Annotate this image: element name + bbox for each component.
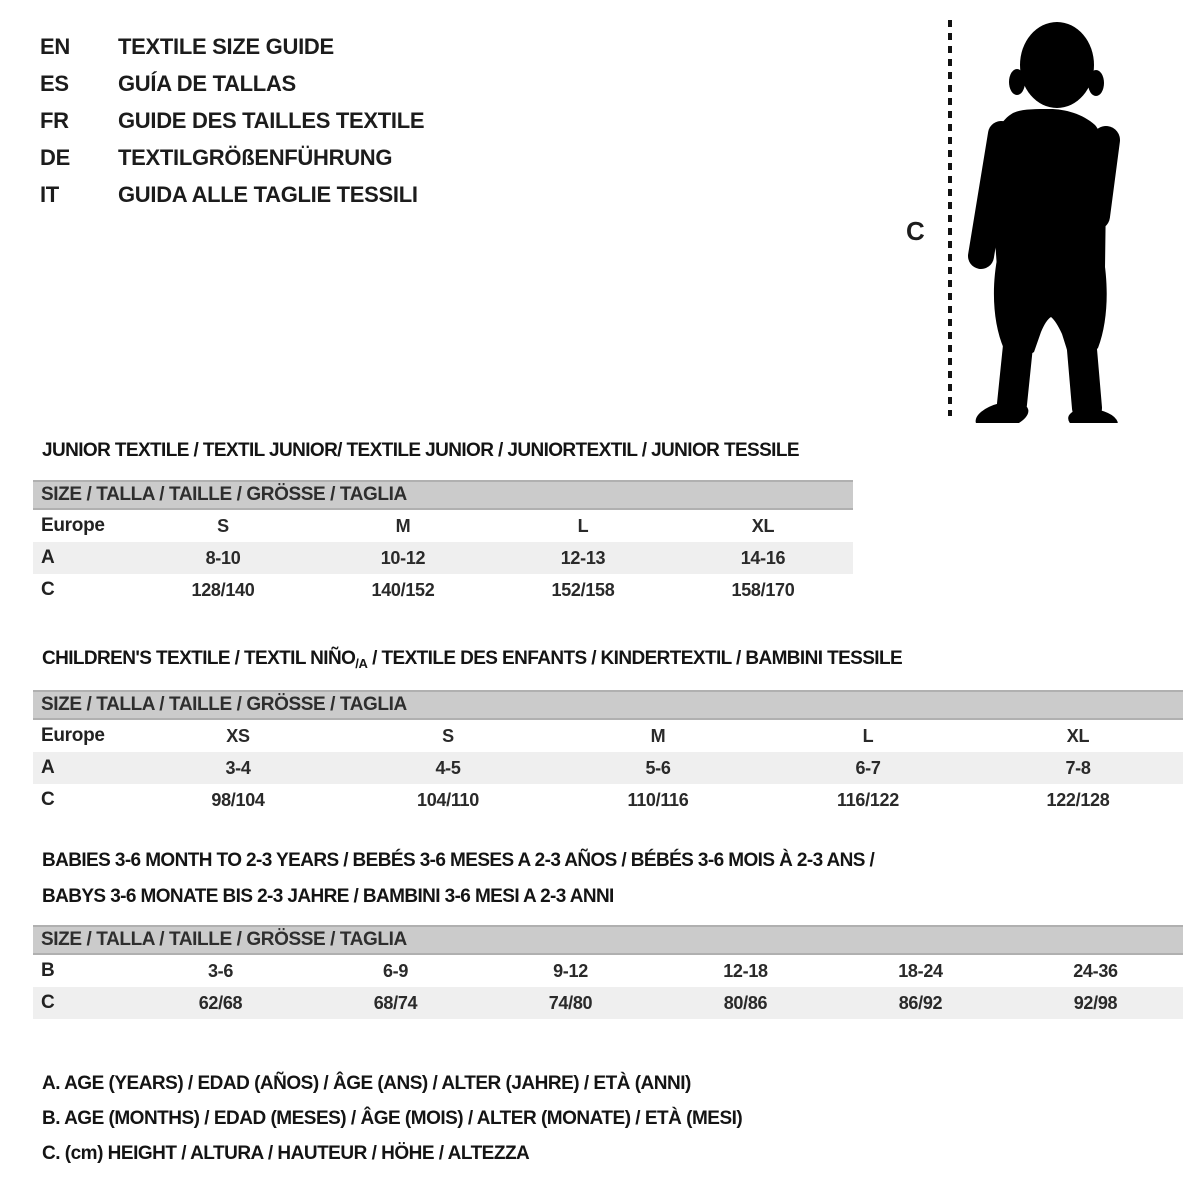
row-value: 74/80 (548, 993, 593, 1013)
row-value: XL (1066, 726, 1090, 746)
row-value: 24-36 (1073, 961, 1118, 981)
row-value: S (442, 726, 454, 746)
row-value: 10-12 (380, 548, 426, 568)
row-label: A (41, 547, 55, 568)
language-title: GUÍA DE TALLAS (118, 71, 296, 96)
row-value: 9-12 (553, 961, 588, 981)
title-text: BABIES 3-6 MONTH TO 2-3 YEARS / BEBÉS 3-6 MESES A 2-3 AÑOS / BÉBÉS 3-6 MOIS À 2-3 ANS / (42, 850, 875, 871)
row-value: 18-24 (898, 961, 943, 981)
row-value: 3-4 (225, 758, 251, 778)
row-value: L (862, 726, 874, 746)
row-value: 68/74 (373, 993, 418, 1013)
row-value: M (650, 726, 666, 746)
row-value: 110/116 (627, 790, 689, 810)
row-value: 140/152 (371, 580, 435, 600)
legend-line-c: C. (cm) HEIGHT / ALTURA / HAUTEUR / HÖHE / ALTEZZA (42, 1143, 530, 1164)
section-title-line (42, 641, 902, 678)
row-value: 5-6 (645, 758, 671, 778)
table-row-c (33, 987, 1183, 1019)
language-row-fr (40, 102, 424, 139)
row-value: 12-18 (723, 961, 768, 981)
language-row-it (40, 176, 424, 213)
table-row-b (33, 955, 1183, 987)
row-value: 122/128 (1046, 790, 1110, 810)
height-dashed-line (946, 18, 954, 418)
size-table-babies (33, 925, 1183, 1019)
table-row-a (33, 542, 853, 574)
title-text: / TEXTILE DES ENFANTS / KINDERTEXTIL / BAMBINI TESSILE (367, 648, 903, 669)
language-title: TEXTILGRÖßENFÜHRUNG (118, 145, 393, 170)
language-code: DE (40, 145, 70, 170)
row-value: S (217, 516, 229, 536)
row-label: C (41, 579, 55, 600)
row-value: 3-6 (207, 961, 234, 981)
section-title-line (42, 433, 799, 469)
row-value: 6-7 (855, 758, 881, 778)
language-row-en (40, 28, 424, 65)
legend-line-b: B. AGE (MONTHS) / EDAD (MESES) / ÂGE (MOIS) / ALTER (MONATE) / ETÀ (MESI) (42, 1108, 743, 1129)
section-title-children (42, 641, 902, 678)
legend (42, 1066, 742, 1171)
title-text: CHILDREN'S TEXTILE / TEXTIL NIÑO (42, 648, 356, 669)
title-subscript: /A (355, 656, 368, 671)
row-value: 6-9 (382, 961, 409, 981)
row-value: 152/158 (551, 580, 615, 600)
language-title: GUIDE DES TAILLES TEXTILE (118, 108, 425, 133)
row-label: A (41, 757, 55, 778)
language-code: ES (40, 71, 69, 96)
language-code: EN (40, 34, 70, 59)
table-row-a (33, 752, 1183, 784)
table-row-europe (33, 510, 853, 542)
language-title-list (40, 28, 424, 213)
row-value: XL (751, 516, 775, 536)
row-label: C (41, 992, 55, 1013)
row-value: M (395, 516, 411, 536)
section-title-line (42, 879, 874, 915)
row-value: 12-13 (560, 548, 606, 568)
language-code: IT (40, 182, 59, 207)
row-value: 4-5 (435, 758, 461, 778)
row-value: 86/92 (898, 993, 943, 1013)
language-code: FR (40, 108, 69, 133)
table-row-c (33, 574, 853, 606)
toddler-silhouette-icon (965, 18, 1135, 423)
row-value: 62/68 (198, 993, 243, 1013)
row-label: Europe (41, 515, 105, 536)
language-row-de (40, 139, 424, 176)
height-measure-label: C (906, 216, 925, 246)
section-title-line (42, 843, 874, 879)
table-row-c (33, 784, 1183, 816)
language-title: TEXTILE SIZE GUIDE (118, 34, 334, 59)
row-value: 92/98 (1073, 993, 1118, 1013)
row-label: Europe (41, 725, 105, 746)
size-header-bar: SIZE / TALLA / TAILLE / GRÖSSE / TAGLIA (33, 690, 1183, 720)
row-value: 116/122 (837, 790, 899, 810)
row-value: 80/86 (723, 993, 768, 1013)
row-value: XS (226, 726, 250, 746)
size-table-children (33, 690, 1183, 816)
row-value: 7-8 (1065, 758, 1091, 778)
title-text: BABYS 3-6 MONATE BIS 2-3 JAHRE / BAMBINI 3-6 MESI A 2-3 ANNI (42, 886, 614, 907)
row-value: 128/140 (191, 580, 255, 600)
row-value: 8-10 (205, 548, 241, 568)
title-text: JUNIOR TEXTILE / TEXTIL JUNIOR/ TEXTILE JUNIOR / JUNIORTEXTIL / JUNIOR TESSILE (42, 440, 799, 461)
language-title: GUIDA ALLE TAGLIE TESSILI (118, 182, 418, 207)
size-header-bar: SIZE / TALLA / TAILLE / GRÖSSE / TAGLIA (33, 925, 1183, 955)
row-label: C (41, 789, 55, 810)
table-row-europe (33, 720, 1183, 752)
row-value: 104/110 (417, 790, 479, 810)
row-value: 158/170 (731, 580, 795, 600)
section-title-babies (42, 843, 874, 915)
legend-line-a: A. AGE (YEARS) / EDAD (AÑOS) / ÂGE (ANS) / ALTER (JAHRE) / ETÀ (ANNI) (42, 1073, 691, 1094)
row-value: 98/104 (211, 790, 265, 810)
row-value: 14-16 (740, 548, 786, 568)
language-row-es (40, 65, 424, 102)
size-table-junior (33, 480, 853, 606)
row-value: L (577, 516, 589, 536)
row-label: B (41, 960, 55, 981)
section-title-junior (42, 433, 799, 469)
size-header-bar: SIZE / TALLA / TAILLE / GRÖSSE / TAGLIA (33, 480, 853, 510)
